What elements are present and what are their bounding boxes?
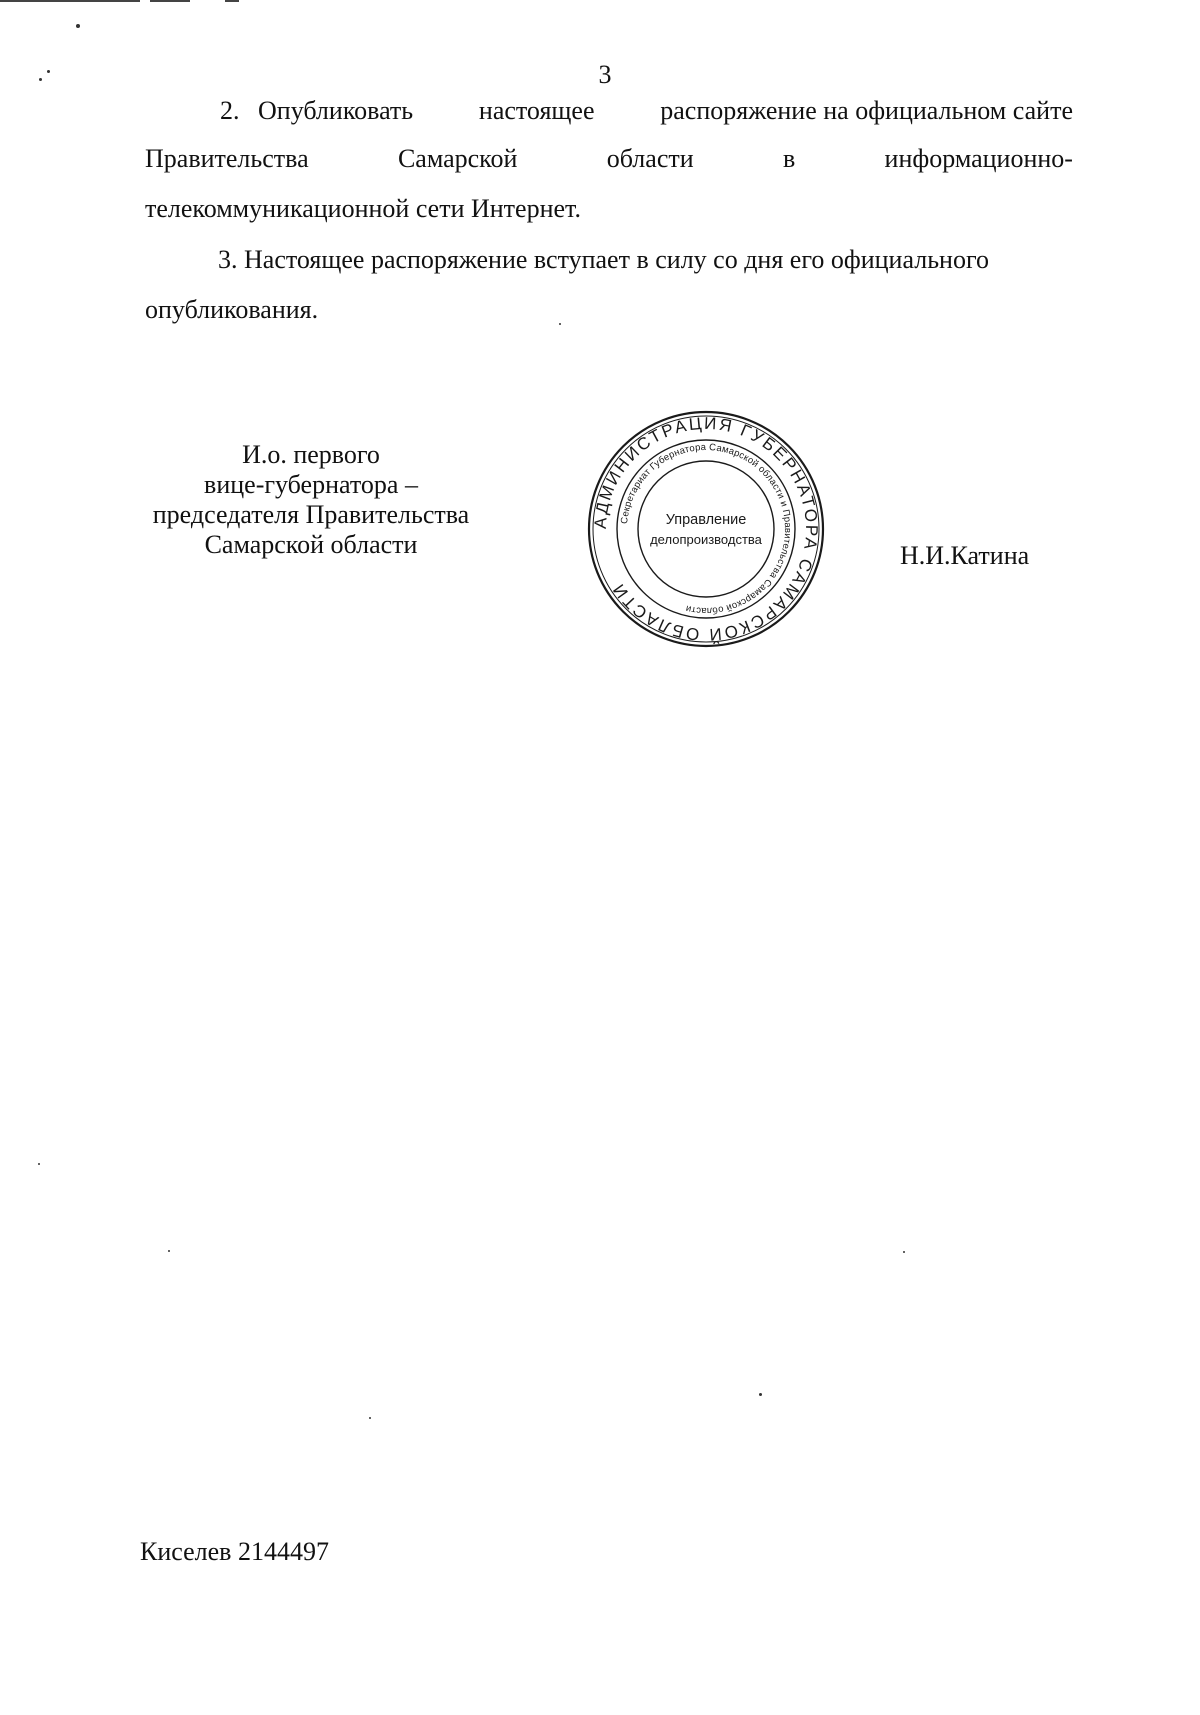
paragraph-2-word: в xyxy=(782,144,796,173)
stamp-inner-text xyxy=(619,442,793,616)
paragraph-2-word: области xyxy=(606,144,694,173)
scan-speck xyxy=(168,1250,170,1252)
signer-position-line: вице-губернатора – xyxy=(204,470,418,499)
scan-mark-top-3 xyxy=(225,0,239,2)
paragraph-3-line-2: опубликования. xyxy=(145,295,319,324)
signer-name: Н.И.Катина xyxy=(900,541,1030,570)
paragraph-2-word: Самарской xyxy=(397,144,518,173)
stamp-inner-text-content: Секретариат Губернатора Самарской области и Правительства Самарской области xyxy=(619,441,794,617)
signer-position-line: председателя Правительства xyxy=(152,500,470,529)
paragraph-2-line-3: телекоммуникационной сети Интернет. xyxy=(145,194,581,223)
scan-speck xyxy=(39,78,42,81)
paragraph-2-word: Правительства xyxy=(145,144,309,173)
scan-speck xyxy=(903,1251,905,1253)
paragraph-2-number: 2. xyxy=(220,96,240,125)
paragraph-2-line-1 xyxy=(145,94,1073,128)
official-stamp xyxy=(586,409,826,649)
scan-speck xyxy=(759,1393,762,1396)
paragraph-2-line-2 xyxy=(145,142,1073,176)
stamp-outer-text-content: АДМИНИСТРАЦИЯ ГУБЕРНАТОРА САМАРСКОЙ ОБЛАСТИ xyxy=(590,413,822,645)
signer-position-line: Самарской области xyxy=(204,530,418,559)
stamp-center-line-1: Управление xyxy=(665,512,747,528)
executor-contact: Киселев 2144497 xyxy=(140,1537,329,1566)
scan-mark-top-1 xyxy=(0,0,140,2)
scan-speck xyxy=(47,70,50,73)
scan-speck xyxy=(76,24,80,28)
stamp-inner-text-path xyxy=(619,442,793,616)
stamp-center-line-2: делопроизводства xyxy=(650,532,762,547)
stamp-middle-ring xyxy=(617,440,795,618)
paragraph-2-word: Опубликовать xyxy=(258,96,414,125)
paragraph-3-line-1: 3. Настоящее распоряжение вступает в силу со дня его официального xyxy=(218,245,989,274)
signer-position xyxy=(145,440,477,560)
page-number: 3 xyxy=(598,60,612,89)
stamp-inner-ring xyxy=(638,461,774,597)
scan-mark-top-2 xyxy=(150,0,190,2)
paragraph-2-word: настоящее xyxy=(478,96,595,125)
signer-position-line: И.о. первого xyxy=(242,440,380,469)
paragraph-2-word: информационно- xyxy=(884,144,1073,173)
scan-speck xyxy=(369,1417,371,1419)
scan-speck xyxy=(38,1163,40,1165)
paragraph-2-word: распоряжение на официальном сайте xyxy=(660,96,1073,125)
